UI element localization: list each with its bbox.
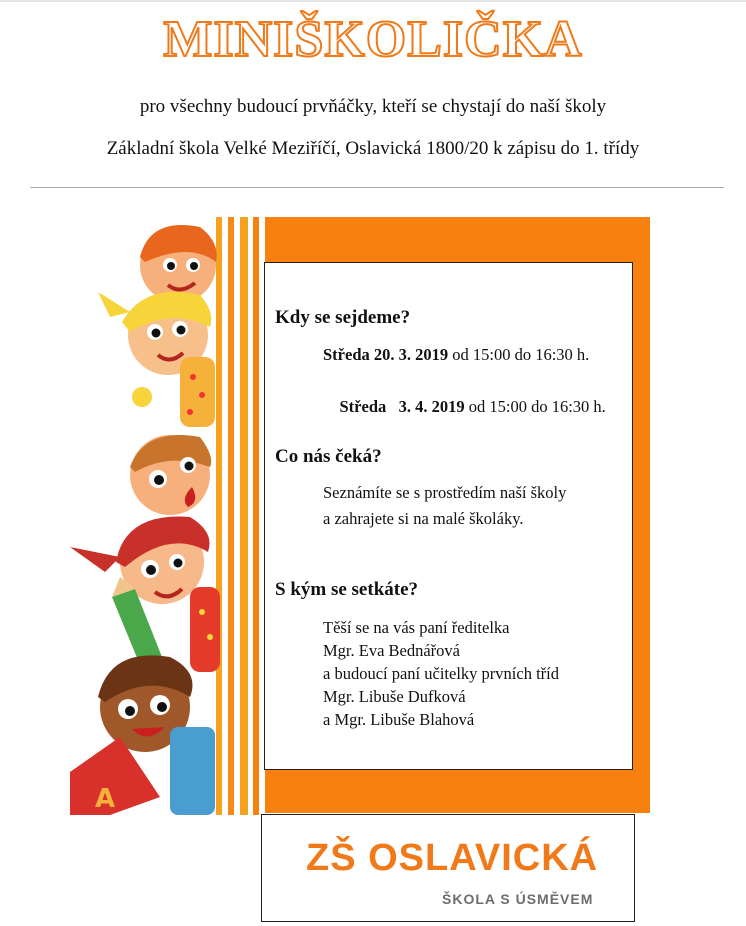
- date-2-time: od 15:00 do 16:30 h.: [464, 397, 606, 416]
- heading-who: S kým se setkáte?: [275, 579, 419, 600]
- school-logo-text: ZŠ OSLAVICKÁ: [306, 837, 599, 879]
- what-line-2: a zahrajete si na malé školáky.: [323, 509, 524, 528]
- date-2-day: Středa 3. 4. 2019: [339, 397, 465, 416]
- top-border: [0, 0, 746, 2]
- school-logo-box: [261, 814, 635, 922]
- info-box: [264, 262, 633, 770]
- who-line-1: Těší se na vás paní ředitelka: [323, 618, 510, 637]
- subtitle-audience: pro všechny budoucí prvňáčky, kteří se chystají do naší školy: [139, 96, 607, 117]
- page-title: MINIŠKOLIČKA: [163, 11, 583, 68]
- svg-text:A: A: [95, 784, 116, 814]
- who-line-4: Mgr. Libuše Dufková: [323, 687, 466, 706]
- who-line-3: a budoucí paní učitelky prvních tříd: [323, 664, 559, 683]
- who-line-2: Mgr. Eva Bednářová: [323, 641, 461, 660]
- header-divider: [30, 187, 724, 188]
- school-slogan: ŠKOLA S ÚSMĚVEM: [442, 891, 594, 907]
- children-illustration: [50, 217, 265, 815]
- date-line-2: [323, 377, 606, 437]
- heading-when: Kdy se sejdeme?: [275, 307, 411, 328]
- heading-what: Co nás čeká?: [275, 446, 382, 467]
- subtitle-school: Základní škola Velké Meziříčí, Oslavická 1800/20 k zápisu do 1. třídy: [106, 138, 640, 159]
- date-line-1: [323, 345, 589, 365]
- date-1-day: Středa 20. 3. 2019: [323, 345, 449, 364]
- date-1-time: od 15:00 do 16:30 h.: [448, 345, 590, 364]
- who-line-5: a Mgr. Libuše Blahová: [323, 710, 475, 729]
- what-line-1: Seznámíte se s prostředím naší školy: [323, 483, 567, 502]
